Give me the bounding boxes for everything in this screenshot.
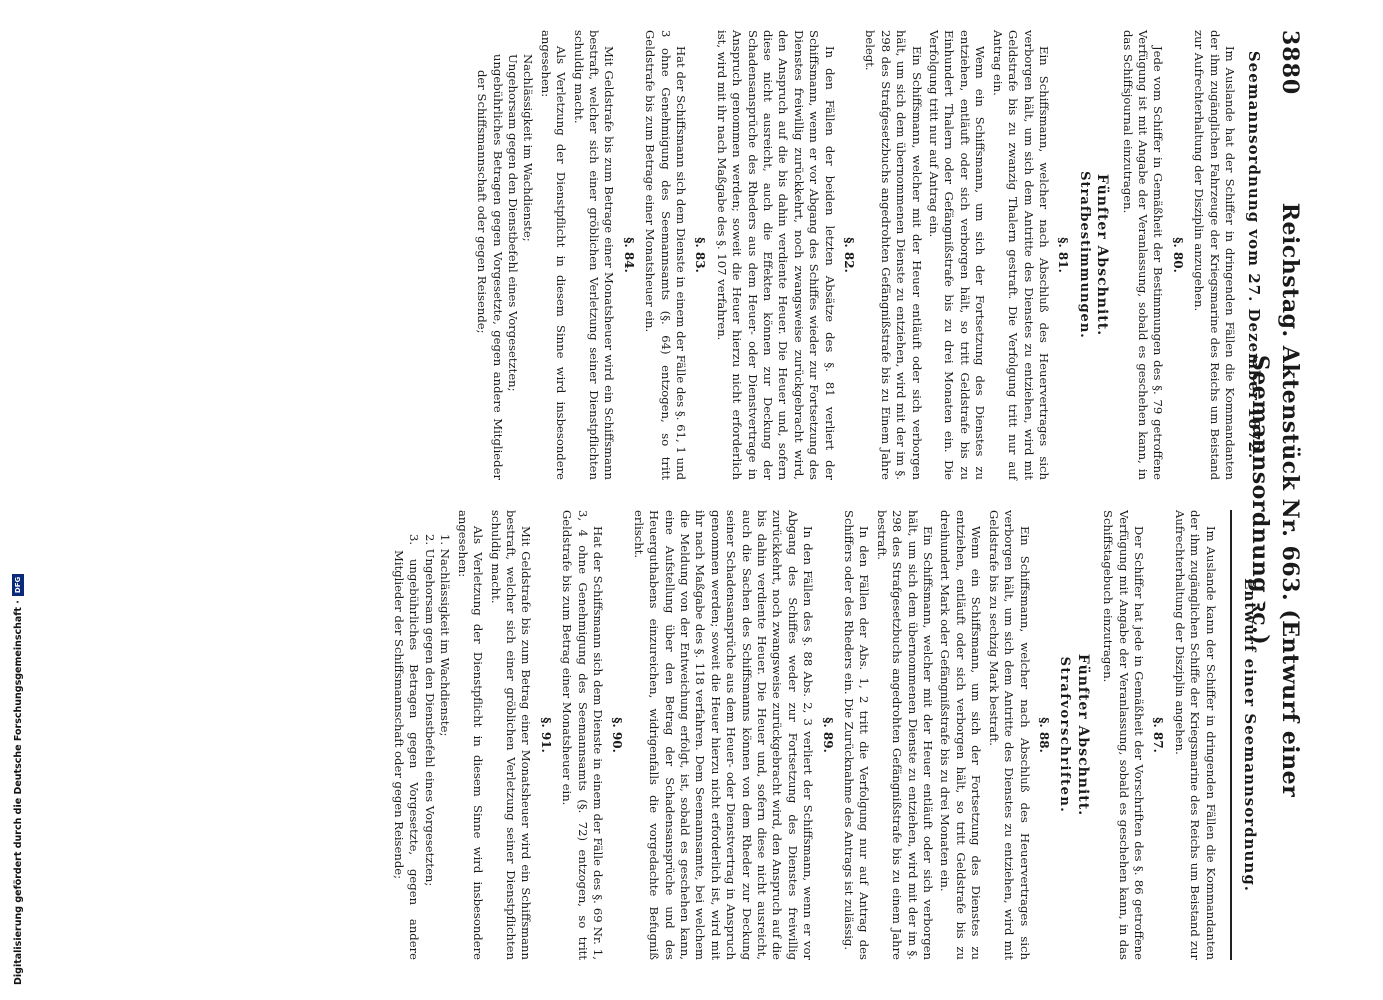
credit-text: Digitalisierung gefördert durch die Deutsche Forschungsgemeinschaft · (12, 600, 24, 985)
section-91-text: Mit Geldstrafe bis zum Betrag einer Monatsheuer wird ein Schiffsmann bestraft, welcher sich einer gröblichen Verletzung seiner Dienstpflichten schuldig macht. (488, 510, 534, 960)
section-83-text: Hat der Schiffsmann sich dem Dienste in einem der Fälle des §. 61, 1 und 3 ohne Genehmigung des Seemannsamts (§. 64) entzogen, so tritt Geldstrafe bis zum Betrage einer Monatsheuer ein. (643, 30, 688, 480)
section-87-text: Der Schiffer hat jede in Gemäßheit der Vorschriften des §. 86 getroffene Verfügung mit Angabe der Veranlassung, sobald es geschehen kann, in das Schiffstagebuch einzutragen. (1101, 510, 1146, 960)
list-item: ungebührliches Betragen gegen Vorgesetzte, gegen andere Mitglieder der Schiffsmannschaft oder gegen Reisende; (475, 54, 505, 480)
list-item: 2. Ungehorsam gegen den Dienstbefehl eines Vorgesetzten; (422, 534, 437, 887)
section-88-para-1: Ein Schiffsmann, welcher nach Abschluß des Heuervertrages sich verborgen hält, um sich dem Antritte des Dienstes zu entziehen, wird mit Geldstrafe bis zu sechzig Mark bestraft. (986, 510, 1032, 960)
section-84-text: Mit Geldstrafe bis zum Betrage einer Monatsheuer wird ein Schiffsmann bestraft, welcher sich einer gröblichen Verletzung seiner Dienstpflichten schuldig macht. (571, 30, 617, 480)
section-80-text: Jede vom Schiffer in Gemäßheit der Bestimmungen des §. 79 getroffene Verfügung ist mit Angabe der Veranlassung, sobald es geschehen kann, in das Schiffsjournal einzutragen. (1120, 30, 1166, 480)
left-chapter-title: Fünfter Abschnitt. (1094, 173, 1111, 337)
section-80-number: §. 80. (1170, 237, 1185, 273)
digitization-credit (12, 574, 24, 985)
section-84-list (474, 30, 536, 480)
section-83-number: §. 83. (693, 237, 708, 273)
document-page (140, 30, 1305, 970)
section-90-text: Hat der Schiffsmann sich dem Dienste in einem der Fälle des §. 69 Nr. 1, 3, 4 ohne Genehmigung des Seemannsamts (§. 72) entzogen, so tritt Geldstrafe bis zum Betrag einer Monatsheuer ein. (560, 510, 605, 960)
section-91-number: §. 91. (538, 717, 553, 753)
section-87-number: §. 87. (1151, 717, 1166, 753)
section-88-para-2: Wenn ein Schiffsmann, um sich der Fortsetzung des Dienstes zu entziehen, entläuft oder sich verborgen hält, so tritt Geldstrafe bis zu dreihundert Mark oder Gefängnißstrafe bis zu drei Monaten ein. (938, 510, 984, 960)
section-91-lead: Als Verletzung der Dienstpflicht in diesem Sinne wird insbesondere angesehen: (455, 510, 486, 960)
page-number: 3880 (1277, 30, 1303, 96)
section-81-number: §. 81. (1056, 237, 1071, 273)
left-heading: Seemannsordnung vom 27. Dezember 1872. (1245, 50, 1263, 460)
section-84-lead: Als Verletzung der Dienstpflicht in diesem Sinne wird insbesondere angesehen: (538, 30, 569, 480)
list-item: 3. ungebührliches Betragen gegen Vorgesetzte, gegen andere Mitglieder der Schiffsmannschaft oder gegen Reisende; (392, 534, 422, 960)
column-right-draft (151, 510, 1261, 960)
right-intro: Im Auslande kann der Schiffer in dringenden Fällen die Kommandanten der ihm zugänglichen Schiffe der Kriegsmarine des Reichs um Beistand zur Aufrechterhaltung der Disziplin angehen. (1172, 510, 1218, 960)
section-81-para-3: Ein Schiffsmann, welcher mit der Heuer entläuft oder sich verborgen hält, um sich dem übernommenen Dienste zu entziehen, wird mit der im §. 298 des Strafgesetzbuchs angedrohten Gefängnißstrafe bis zu Einem Jahre belegt. (863, 30, 924, 480)
left-chapter-subtitle: Strafbestimmungen. (1076, 171, 1092, 339)
section-88-para-3: Ein Schiffsmann, welcher mit der Heuer entläuft oder sich verborgen hält, um sich dem übernommenen Dienste zu entziehen, wird mit der im §. 298 des Strafgesetzbuchs angedrohten Gefängnißstrafe bis zu einem Jahre bestraft. (874, 510, 936, 960)
section-81-para-1: Ein Schiffsmann, welcher nach Abschluß des Heuervertrages sich verborgen hält, um sich dem Antritte des Dienstes zu entziehen, wird mit Geldstrafe bis zu zwanzig Thalern gestraft. Die Verfolgung tritt nur auf Antrag ein. (990, 30, 1051, 480)
list-item: 1. Nachlässigkeit im Wachdienste; (438, 534, 453, 737)
section-88-number: §. 88. (1036, 717, 1051, 753)
dfg-logo: DFG (12, 574, 24, 596)
section-82-text: In den Fällen der beiden letzten Absätze des §. 81 verliert der Schiffsmann, wenn er vor Abgang des Schiffes wieder zur Fortsetzung des Dienstes freiwillig zurückkehrt, noch zwangsweise zurückgebracht wird, den Anspruch auf die bis dahin verdiente Heuer. Die Heuer und, sofern diese nicht ausreicht, auch die Effekten können zur Deckung der Schadensansprüche des Rheders aus dem Heuer- oder Dienstvertrage in Anspruch genommen werden; soweit die Heuer hierzu nicht erforderlich ist, wird mit ihr nach Maßgabe des §. 107 verfahren. (714, 30, 837, 480)
section-82-number: §. 82. (842, 237, 857, 273)
section-89-number: §. 89. (820, 717, 835, 753)
section-90-number: §. 90. (610, 717, 625, 753)
section-89-text: In den Fällen des §. 88 Abs. 2, 3 verliert der Schiffsmann, wenn er vor Abgang des Schiffes weder zur Fortsetzung des Dienstes freiwillig zurückkehrt, noch zwangsweise zurückgebracht wird, den Anspruch auf die bis dahin verdiente Heuer. Die Heuer und, sofern diese nicht ausreicht, auch die Sachen des Schiffsmanns können von dem Rheder zur Deckung seiner Schadensansprüche aus dem Heuer- oder Dienstvertrag in Anspruch genommen werden; soweit die Heuer hierzu nicht erforderlich ist, wird mit ihr nach Maßgabe des §. 118 verfahren. Dem Seemannsamte, bei welchem die Meldung von der Entweichung erfolgt, ist, sobald es geschehen kann, eine Aufstellung über den Betrag der Schadensansprüche und des Heuerguthabens einzureichen, widrigenfalls die vorgedachte Befugniß erlischt. (631, 510, 816, 960)
right-heading: Entwurf einer Seemannsordnung. (1230, 510, 1261, 960)
section-81-para-2: Wenn ein Schiffsmann, um sich der Fortsetzung des Dienstes zu entziehen, entläuft oder sich verborgen hält, so tritt Geldstrafe bis zu Einhundert Thalern oder Gefängnißstrafe bis zu drei Monaten ein. Die Verfolgung tritt nur auf Antrag ein. (927, 30, 988, 480)
left-intro: Im Auslande hat der Schiffer in dringenden Fällen die Kommandanten der ihm zugänglichen Fahrzeuge der Kriegsmarine des Reichs um Beistand zur Aufrechterhaltung der Disziplin anzugehen. (1192, 30, 1237, 480)
list-item: Ungehorsam gegen den Dienstbefehl eines Vorgesetzten; (505, 54, 520, 392)
column-left-1872 (151, 30, 1261, 480)
section-84-number: §. 84. (621, 237, 636, 273)
page-title: Reichstag. Aktenstück Nr. 663. (Entwurf einer Seemannsordnung ꝛc.) (1247, 202, 1303, 798)
right-chapter-title: Fünfter Abschnitt. (1074, 653, 1091, 817)
section-88-para-4: In den Fällen der Abs. 1, 2 tritt die Verfolgung nur auf Antrag des Schiffers oder des Rheders ein. Die Zurücknahme des Antrags ist zulässig. (842, 510, 872, 960)
section-91-list (391, 510, 453, 960)
list-item: Nachlässigkeit im Wachdienste; (521, 54, 536, 242)
right-chapter-subtitle: Strafvorschriften. (1057, 656, 1073, 814)
